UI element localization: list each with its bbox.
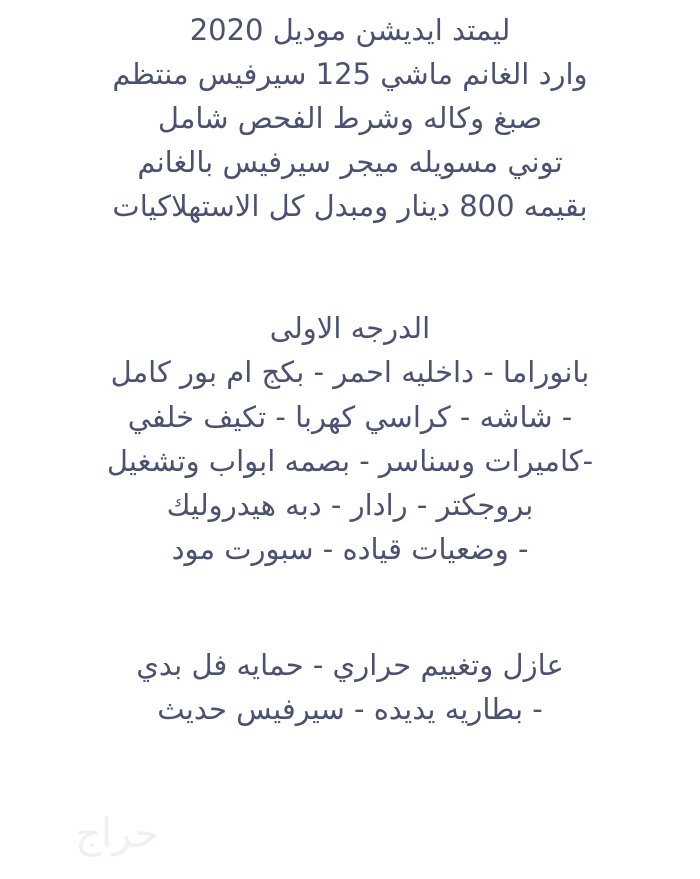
text-line: - شاشه - كراسي كهربا - تكيف خلفي (127, 399, 573, 434)
text-line: توني مسويله ميجر سيرفيس بالغانم (137, 145, 563, 180)
text-line: الدرجه الاولى (269, 311, 431, 346)
paragraph-listing-summary (18, 0, 682, 228)
text-line: بروجكتر - رادار - دبه هيدروليك (166, 487, 534, 522)
text-line: وارد الغانم ماشي 125 سيرفيس منتظم (112, 57, 588, 92)
paragraph-extras (18, 643, 682, 731)
text-line: - بطاريه يديده - سيرفيس حديث (157, 691, 543, 726)
paragraph-spacer (18, 228, 682, 306)
text-line: ليمتد ايديشن موديل 2020 (189, 13, 511, 47)
text-line: بقيمه 800 دينار ومبدل كل الاستهلاكيات (112, 189, 588, 224)
paragraph-features-grade (18, 306, 682, 570)
text-line: بانوراما - داخليه احمر - بكج ام بور كامل (110, 355, 590, 390)
text-line: صبغ وكاله وشرط الفحص شامل (157, 101, 543, 136)
paragraph-spacer (18, 571, 682, 643)
watermark-text: حراج (75, 811, 159, 857)
text-line: -كاميرات وسناسر - بصمه ابواب وتشغيل (106, 443, 594, 478)
text-line: - وضعيات قياده - سبورت مود (171, 531, 529, 566)
text-line: عازل وتغييم حراري - حمايه فل بدي (136, 647, 564, 682)
watermark (22, 803, 212, 865)
